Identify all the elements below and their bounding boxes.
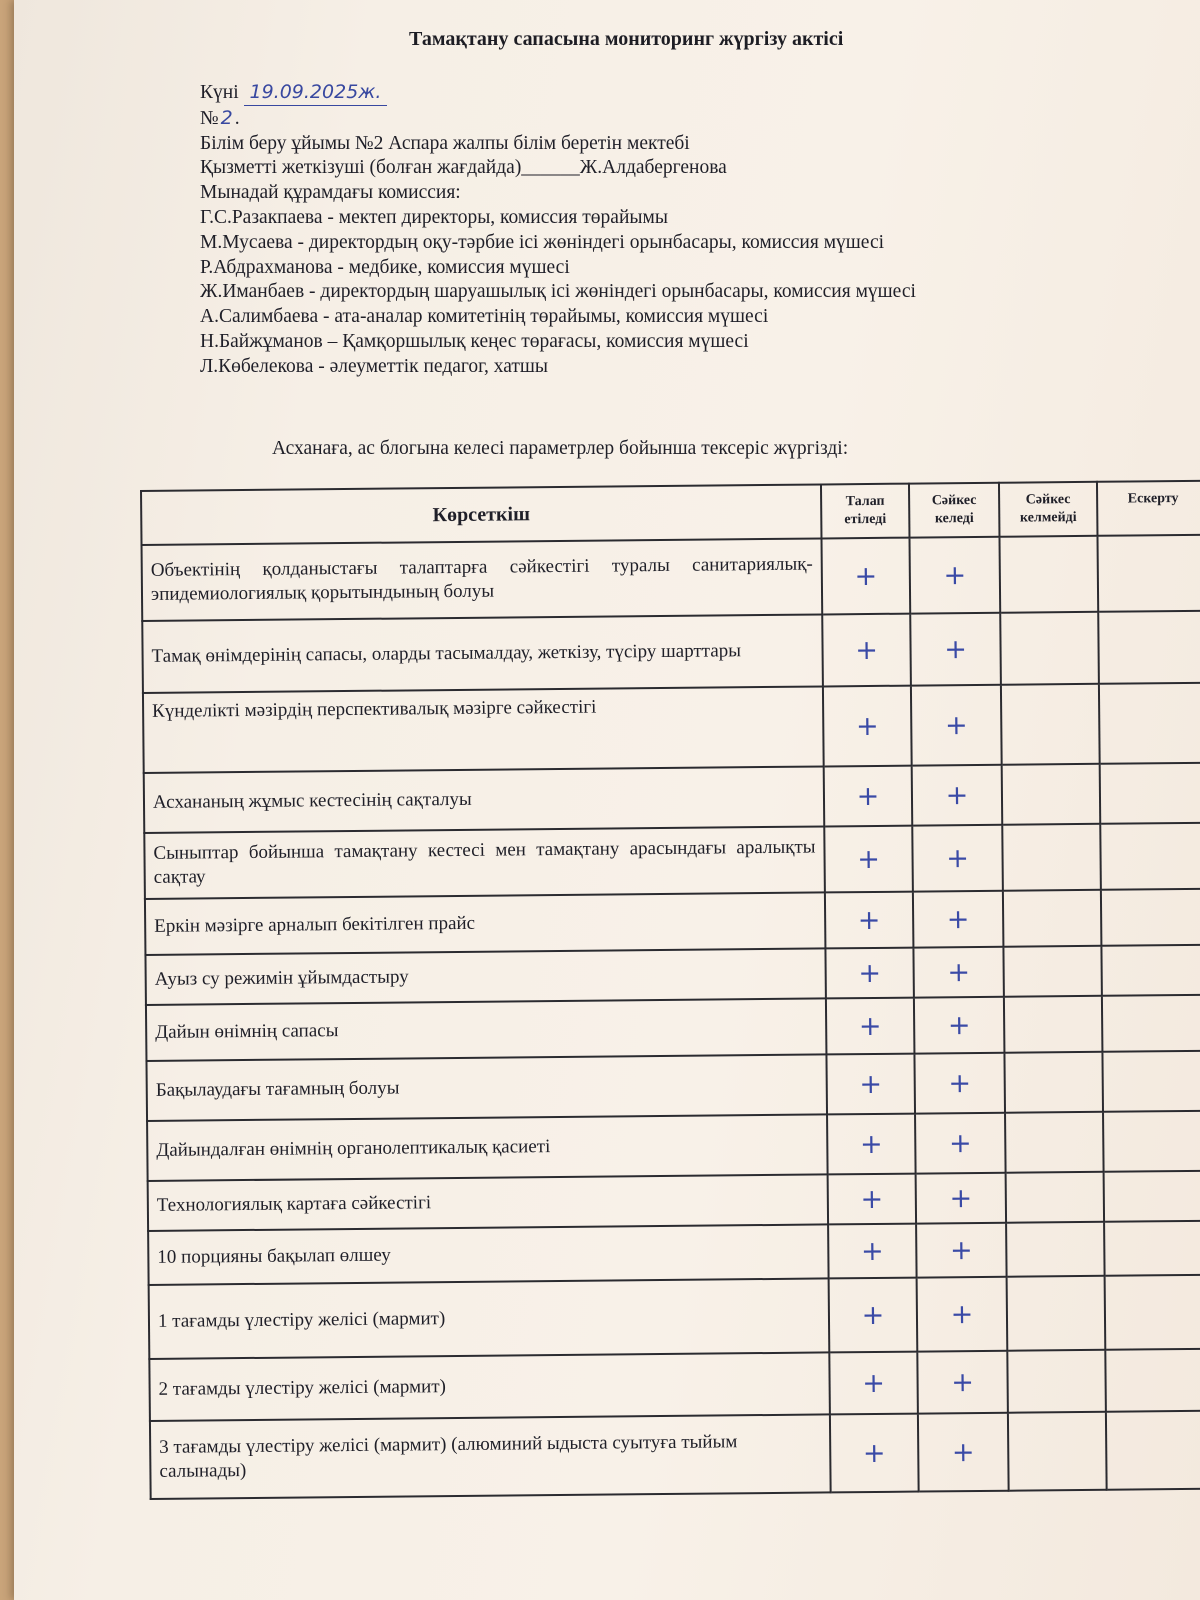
row-required-mark: +	[825, 948, 913, 999]
row-indicator: Асхананың жұмыс кестесінің сақталуы	[144, 766, 825, 833]
row-note	[1098, 611, 1200, 684]
commission-member: Ж.Иманбаев - директордың шаруашылық ісі жөніндегі орынбасары, комиссия мүшесі	[200, 281, 916, 303]
row-not-complies	[999, 536, 1098, 613]
row-complies-mark: +	[911, 685, 1002, 766]
table-row	[142, 611, 1200, 693]
row-indicator: Тамақ өнімдерінің сапасы, оларды тасымалдау, жеткізу, түсіру шарттары	[142, 614, 823, 693]
table-row	[148, 1221, 1200, 1285]
row-indicator: Дайын өнімнің сапасы	[146, 998, 827, 1061]
row-complies-mark: +	[910, 613, 1001, 686]
table-row	[143, 683, 1200, 773]
commission-member: Н.Байжұманов – Қамқоршылық кеңес төрағасы, комиссия мүшесі	[200, 330, 749, 352]
row-required-mark: +	[830, 1414, 919, 1493]
table-row	[149, 1275, 1200, 1359]
row-not-complies	[1004, 1052, 1103, 1113]
row-required-mark: +	[828, 1174, 916, 1225]
row-complies-mark: +	[918, 1413, 1009, 1492]
number-label: №	[200, 107, 219, 129]
row-note	[1104, 1221, 1200, 1276]
row-complies-mark: +	[915, 1113, 1006, 1174]
commission-member: Л.Көбелекова - әлеуметтік педагог, хатшы	[200, 355, 549, 377]
row-required-mark: +	[821, 538, 910, 615]
document-header	[200, 80, 1100, 380]
header-required: Талап етіледі	[821, 484, 910, 539]
table-row	[147, 1111, 1200, 1181]
row-not-complies	[1004, 996, 1103, 1053]
date-label: Күні	[200, 82, 239, 103]
table-row	[145, 889, 1200, 955]
row-note	[1097, 535, 1200, 612]
row-complies-mark: +	[912, 765, 1003, 826]
row-required-mark: +	[829, 1352, 918, 1415]
row-required-mark: +	[824, 826, 913, 893]
number-value-handwritten: 2	[220, 106, 233, 129]
row-required-mark: +	[823, 686, 912, 767]
row-note	[1100, 823, 1200, 890]
row-not-complies	[1000, 612, 1099, 685]
row-required-mark: +	[827, 1114, 916, 1175]
header-indicator: Көрсеткіш	[141, 484, 821, 545]
row-indicator: Еркін мәзірге арналып бекітілген прайс	[145, 892, 826, 955]
row-not-complies	[1006, 1172, 1104, 1223]
commission-member: М.Мусаева - директордың оқу-тәрбие ісі жөніндегі орынбасары, комиссия мүшесі	[200, 231, 885, 253]
row-required-mark: +	[826, 1054, 915, 1115]
row-indicator: 2 тағамды үлестіру желісі (мармит)	[149, 1352, 830, 1421]
row-required-mark: +	[828, 1224, 917, 1279]
row-note	[1106, 1411, 1200, 1490]
row-indicator: Ауыз су режимін ұйымдастыру	[145, 948, 825, 1005]
row-note	[1105, 1349, 1200, 1412]
row-required-mark: +	[829, 1278, 918, 1353]
row-complies-mark: +	[917, 1277, 1008, 1352]
table-row	[149, 1349, 1200, 1421]
row-indicator: Бақылаудағы тағамның болуы	[146, 1054, 827, 1121]
supplier-line: Қызметті жеткізуші (болған жағдайда)______Ж.Алдабергенова	[200, 157, 727, 179]
row-not-complies	[1003, 946, 1101, 997]
row-complies-mark: +	[912, 825, 1003, 892]
document-page	[14, 0, 1200, 1600]
commission-member: Г.С.Разакпаева - мектеп директоры, комиссия төрайымы	[200, 206, 668, 228]
commission-member: Р.Абдрахманова - медбике, комиссия мүшесі	[200, 256, 570, 278]
table-row	[144, 763, 1200, 833]
row-note	[1099, 683, 1200, 764]
row-required-mark: +	[822, 614, 911, 687]
row-not-complies	[1001, 684, 1100, 765]
row-indicator: 10 порцияны бақылап өлшеу	[148, 1224, 828, 1285]
row-not-complies	[1006, 1222, 1105, 1277]
inspection-table	[140, 480, 1200, 1500]
table-row	[146, 1051, 1200, 1121]
row-not-complies	[1003, 890, 1102, 947]
commission-intro: Мынадай құрамдағы комиссия:	[200, 182, 461, 204]
organization-line: Білім беру ұйымы №2 Аспара жалпы білім беретін мектебі	[200, 132, 690, 154]
table-row	[144, 823, 1200, 899]
number-suffix: .	[234, 107, 240, 129]
row-note	[1105, 1275, 1200, 1350]
row-required-mark: +	[824, 766, 913, 827]
row-note	[1100, 763, 1200, 824]
table-intro: Асханаға, ас блогына келесі параметрлер бойынша тексеріс жүргізді:	[272, 438, 849, 459]
row-indicator: 3 тағамды үлестіру желісі (мармит) (алюминий ыдыста суытуға тыйым салынады)	[150, 1414, 831, 1499]
row-complies-mark: +	[909, 537, 1000, 614]
row-indicator: Сыныптар бойынша тамақтану кестесі мен тамақтану арасындағы аралықты сақтау	[144, 826, 825, 899]
row-indicator: Технологиялық картаға сәйкестігі	[148, 1174, 828, 1231]
table-row	[150, 1411, 1200, 1499]
date-line	[200, 80, 1100, 106]
row-note	[1102, 1051, 1200, 1112]
row-indicator: Күнделікті мәзірдің перспективалық мәзірге сәйкестігі	[143, 686, 824, 773]
date-value-handwritten: 19.09.2025ж.	[244, 80, 388, 106]
row-complies-mark: +	[913, 891, 1004, 948]
table-row	[142, 535, 1200, 621]
row-required-mark: +	[825, 892, 914, 949]
row-complies-mark: +	[916, 1223, 1007, 1278]
row-indicator: 1 тағамды үлестіру желісі (мармит)	[149, 1278, 830, 1359]
row-not-complies	[1008, 1412, 1107, 1491]
row-note	[1101, 889, 1200, 946]
row-complies-mark: +	[914, 997, 1005, 1054]
header-complies: Сәйкес келеді	[909, 483, 1000, 538]
row-note	[1104, 1171, 1200, 1222]
row-complies-mark: +	[913, 947, 1003, 998]
row-complies-mark: +	[917, 1351, 1008, 1414]
row-not-complies	[1005, 1112, 1104, 1173]
row-not-complies	[1007, 1350, 1106, 1413]
row-indicator: Дайындалған өнімнің органолептикалық қасиеті	[147, 1114, 828, 1181]
row-indicator: Объектінің қолданыстағы талаптарға сәйкестігі туралы санитариялық-эпидемиологиялық қорытындының болуы	[142, 538, 823, 621]
row-note	[1101, 945, 1200, 996]
header-not-complies: Сәйкес келмейді	[999, 482, 1098, 537]
row-note	[1102, 995, 1200, 1052]
row-complies-mark: +	[914, 1053, 1005, 1114]
row-complies-mark: +	[916, 1173, 1006, 1224]
document-title: Тамақтану сапасына мониторинг жүргізу актісі	[409, 28, 844, 50]
row-not-complies	[1002, 764, 1101, 825]
row-required-mark: +	[826, 998, 915, 1055]
number-line	[200, 106, 1100, 132]
row-not-complies	[1002, 824, 1101, 891]
row-not-complies	[1007, 1276, 1106, 1351]
header-note: Ескерту	[1097, 481, 1200, 536]
commission-member: А.Салимбаева - ата-аналар комитетінің төрайымы, комиссия мүшесі	[200, 306, 769, 328]
row-note	[1103, 1111, 1200, 1172]
table-row	[146, 995, 1200, 1061]
